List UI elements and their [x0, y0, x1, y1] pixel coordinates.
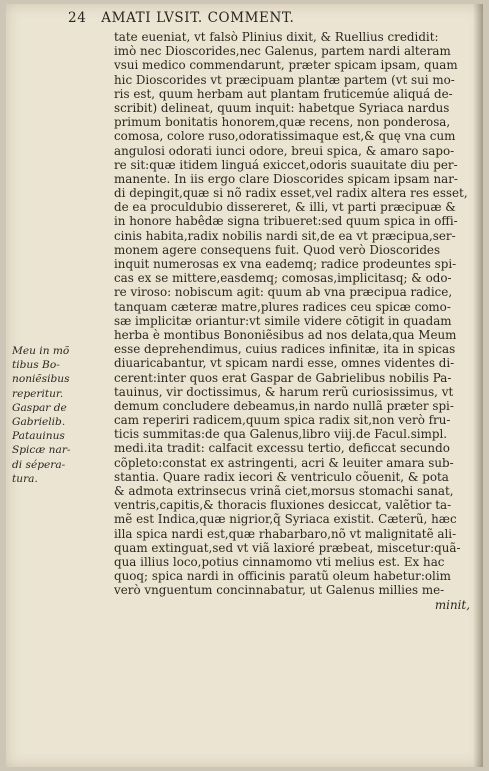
running-header: [68, 10, 478, 26]
margin-note-line: Spicæ nar-: [12, 444, 71, 457]
margin-note-line: tura.: [12, 472, 38, 485]
text-line: re viroso: nobiscum agit: quum ab vna præcipua radice,: [114, 285, 453, 300]
margin-note-line: noniẽsibus: [12, 373, 70, 386]
catchword: minit,: [434, 597, 470, 612]
text-line: stantia. Quare radix iecori & ventriculo cõuenit, & pota: [114, 469, 449, 484]
text-line: tauinus, vir doctissimus, & harum rerũ curiosissimus, vt: [114, 384, 454, 399]
text-line: esse deprehendimus, cuius radices infinitæ, ita in spicas: [114, 342, 456, 357]
text-line: manente. In iis ergo clare Dioscorides spicam ipsam nar-: [114, 171, 458, 186]
text-line: monem agere consequens fuit. Quod verò Dioscorides: [114, 242, 441, 257]
text-line: tate eueniat, vt falsò Plinius dixit, & Ruellius credidit:: [114, 30, 439, 44]
margin-note-line: Gabrielib.: [12, 415, 66, 428]
text-line: sæ implicitæ oriantur:vt simile videre cōtigit in quadam: [114, 313, 452, 328]
text-line: & admota extrinsecus vrinã ciet,morsus stomachi sanat,: [114, 484, 454, 498]
text-line: in honore habêdæ signa tribueret:sed quum spica in offi-: [114, 214, 458, 229]
text-line: de ea proculdubio dissereret, & illi, vt parti præcipuæ &: [114, 200, 456, 215]
margin-note-line: di sépera-: [12, 458, 66, 471]
margin-note-line: Meu in mõ: [12, 345, 70, 357]
text-line: diuaricabantur, vt spicam nardi esse, omnes videntes di-: [114, 356, 455, 371]
text-line: cas ex se mittere,easdemq; comosas,implicitasq; & odo-: [114, 271, 452, 286]
text-line: quoq; spica nardi in officinis paratũ oleum habetur:olim: [114, 569, 451, 584]
text-line: quam extinguat,sed vt viã laxioré præbeat, miscetur:quã-: [114, 540, 461, 555]
text-line: di depingit,quæ si nõ radix esset,vel radix altera res esset,: [114, 186, 468, 201]
text-line: scribit) delineat, quum inquit: habetque Syriaca nardus: [114, 100, 450, 115]
text-line: primum bonitatis honorem,quæ recens, non ponderosa,: [114, 115, 451, 130]
text-line: cam reperiri radicem,quum spica radix sit,non verò fru-: [114, 413, 451, 428]
text-line: cinis habita,radix nobilis nardi sit,de ea vt præcipua,ser-: [114, 228, 456, 243]
text-line: inquit numerosas ex vna eademq; radice prodeuntes spi-: [114, 257, 457, 271]
text-line: ris est, quum herbam aut plantam fruticemúe aliquá de-: [114, 86, 453, 101]
margin-note-line: Patauinus: [12, 430, 65, 443]
text-line: verò vnguentum concinnabatur, ut Galenus millies me-: [114, 583, 445, 598]
text-line: vsui medico commendarunt, præter spicam ipsam, quam: [114, 58, 458, 73]
text-line: cerent:inter quos erat Gaspar de Gabrielibus nobilis Pa-: [114, 370, 452, 385]
page-number: 24: [68, 10, 87, 26]
text-line: demum concludere debeamus,in nardo nullã præter spi-: [114, 398, 454, 413]
text-line: herba è montibus Bononiẽsibus ad nos delata,qua Meum: [114, 327, 457, 342]
main-text-block: [114, 30, 484, 612]
text-line: angulosi odorati iunci odore, breui spica, & amaro sapo-: [114, 143, 455, 158]
text-line: hic Dioscorides vt præcipuam plantæ partem (vt sui mo-: [114, 72, 455, 87]
running-title: AMATI LVSIT. COMMENT.: [101, 10, 295, 26]
text-line: tanquam cæteræ matre,plures radices ceu spicæ como-: [114, 299, 451, 314]
text-line: cõpleto:constat ex astringenti, acri & leuiter amara sub-: [114, 455, 454, 470]
margin-note-line: tibus Bo-: [12, 359, 60, 372]
text-line: re sit:quæ itidem linguá exiccet,odoris suauitate diu per-: [114, 157, 458, 172]
margin-notes: [12, 344, 112, 486]
margin-note-line: reperitur.: [12, 387, 64, 400]
text-line: qua illius loco,potius cinnamomo vti melius est. Ex hac: [114, 554, 445, 569]
text-line: mẽ est Indica,quæ nigrior,q̃ Syriaca existit. Cæterũ, hæc: [114, 512, 457, 527]
text-line: imò nec Dioscorides,nec Galenus, partem nardi alteram: [114, 44, 451, 59]
book-page: [6, 4, 483, 767]
margin-note-line: Gaspar de: [12, 401, 67, 414]
text-line: comosa, colore ruso,odoratissimaque est,& quę vna cum: [114, 129, 456, 144]
text-line: medi.ita tradit: calfacit excessu tertio, deficcat secundo: [114, 441, 450, 456]
text-line: illa spica nardi est,quæ rhabarbaro,nõ vt malignitatẽ ali-: [114, 526, 457, 541]
text-line: ventris,capitis,& thoracis fluxiones desiccat, valẽtior ta-: [114, 498, 452, 513]
text-line: ticis summitas:de qua Galenus,libro viij.de Facul.simpl.: [114, 427, 448, 442]
